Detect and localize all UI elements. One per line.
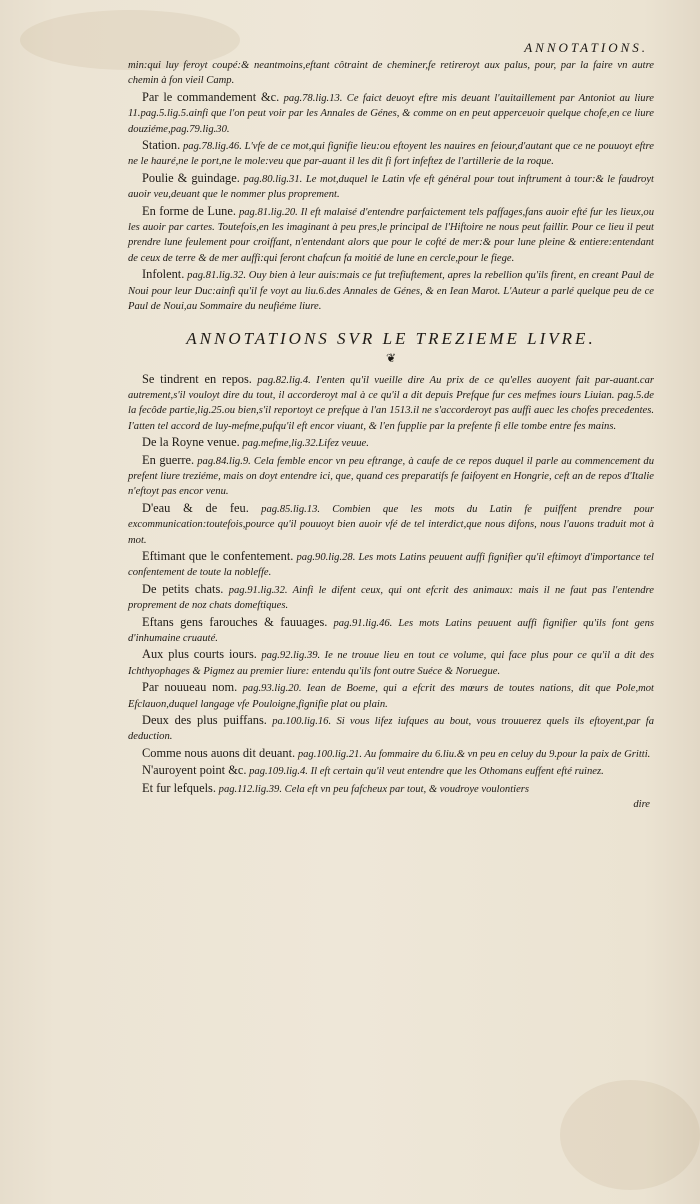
entry-note: pag.112.lig.39. Cela eft vn peu fafcheux par tout, & voudroye voulontiers bbox=[218, 783, 530, 795]
entry-lemma: Et fur lefquels. bbox=[142, 780, 216, 795]
entry-lemma: Infolent. bbox=[142, 267, 185, 282]
annotation-entry bbox=[128, 171, 654, 203]
entry-note: pag.90.lig.28. Les mots Latins peuuent auffi fignifier qu'il eftimoyt d'importance tel confentement de toute la nobleffe. bbox=[128, 551, 654, 579]
annotation-entry bbox=[128, 549, 654, 581]
annotation-entry bbox=[128, 713, 654, 745]
annotation-entry bbox=[128, 267, 654, 314]
entry-lemma: En guerre. bbox=[142, 452, 195, 467]
fleuron-ornament: ❦ bbox=[385, 350, 397, 365]
entry-lemma: Se tindrent en repos. bbox=[142, 371, 252, 386]
annotations-after bbox=[128, 372, 654, 798]
entry-note: pag.91.lig.32. Ainfi le difent ceux, qui ont efcrit des animaux: mais il ne faut pas l'entendre proprement de noz chats domeftiques. bbox=[128, 584, 654, 612]
annotation-entry bbox=[128, 615, 654, 647]
entry-lemma: Par le commandement &c. bbox=[142, 89, 280, 104]
entry-note: pag.80.lig.31. Le mot,duquel le Latin vfe eft général pour tout inftrument à tour:& le faudroyt auoir veu,deuant que le nommer plus proprement. bbox=[128, 173, 655, 201]
entry-note: pag.81.lig.32. Ouy bien à leur auis:mais ce fut trefiuftement, apres la rebellion qu'ils firent, en creant Paul de Noui pour leur Duc:ainfi qu'il fe voyt au liu.6.des Annales de Génes, & en Iean Marot. L'Auteur a parlé quelque peu de ce Paul de Noui,au Sommaire du neufiéme liure. bbox=[128, 270, 654, 313]
annotations-before bbox=[128, 90, 654, 315]
entry-note: pag.78.lig.46. L'vfe de ce mot,qui fignifie lieu:ou eftoyent les nauires en feiour,d'autant que ce ne pouuoyt eftre ne le hauré,ne le port,ne le mole:veu que par-auant il les dit fi fort infeftez de l'artillerie de la roque. bbox=[128, 141, 654, 168]
entry-note: pag.93.lig.20. Iean de Boeme, qui a efcrit des mœurs de toutes nations, dit que Pole,mot Efclauon,duquel langage vfe Pouloigne,fignifie plat ou plain. bbox=[128, 683, 654, 710]
page-stain bbox=[560, 1080, 700, 1190]
entry-lemma: Eftimant que le confentement. bbox=[142, 548, 294, 563]
annotation-entry bbox=[128, 372, 654, 435]
annotation-entry bbox=[128, 90, 654, 137]
entry-lemma: De petits chats. bbox=[142, 581, 224, 596]
annotation-entry bbox=[128, 138, 654, 170]
annotation-entry bbox=[128, 582, 654, 614]
entry-note: pag.92.lig.39. Ie ne trouue lieu en tout ce volume, qui face plus pour ce qu'il a dit des Ichthyophages & Pigmez au premier liure: entendu qu'ils font outre Suéce & Noruegue. bbox=[128, 650, 654, 677]
entry-lemma: Par nouueau nom. bbox=[142, 680, 238, 695]
entry-lemma: Deux des plus puiffans. bbox=[142, 713, 267, 728]
annotation-entry bbox=[128, 763, 654, 779]
entry-lemma: De la Royne venue. bbox=[142, 435, 240, 450]
entry-lemma: D'eau & de feu. bbox=[142, 500, 249, 515]
text-block bbox=[128, 40, 654, 810]
entry-note: pag.100.lig.21. Au fommaire du 6.liu.& vn peu en celuy du 9.pour la paix de Gritti. bbox=[297, 748, 651, 760]
section-title: ANNOTATIONS SVR LE TREZIEME LIVRE. bbox=[186, 328, 596, 348]
entry-lemma: N'auroyent point &c. bbox=[142, 763, 247, 778]
entry-lemma: Aux plus courts iours. bbox=[142, 647, 257, 662]
entry-note: pag.84.lig.9. Cela femble encor vn peu eftrange, à caufe de ce repos duquel il parle au commencement du prefent liure treziéme, mais on doyt entendre ici, que, quand ces preparatifs fe faifoyent en Hongrie, ceft an de repos d'Italie n'eftoyt pas encor venu. bbox=[128, 455, 654, 498]
entry-lemma: En forme de Lune. bbox=[142, 203, 236, 218]
entry-lemma: Poulie & guindage. bbox=[142, 170, 240, 185]
annotation-entry bbox=[128, 501, 654, 548]
continuation-text: min:qui luy feroyt coupé:& neantmoins,eftant côtraint de cheminer,fe retireroyt aux palus, pour, par la faire vn autre chemin à fon vieil Camp. bbox=[128, 60, 654, 87]
annotation-entry bbox=[128, 204, 654, 267]
entry-note: pag.mefme,lig.32.Lifez veuue. bbox=[242, 438, 369, 450]
entry-lemma: Station. bbox=[142, 138, 181, 153]
annotation-entry bbox=[128, 781, 654, 797]
entry-note: pag.82.lig.4. I'enten qu'il vueille dire Au prix de ce qu'elles auoyent fait par-auant.car autrement,s'il vouloyt dire du tout, il accorderoyt mal à ce qu'il a dit depuis Prefque fur ces mefmes iours Liuian. pag.5.de la fecôde partie,lig.25.ou bien,s'il reportoyt ce prefque à l'an 1513.il ne s'accorderoyt pas auffi auec les chofes precedentes. I'atten tel accord de luy-mefme,pufqu'il eft encor viuant, & l'en fupplie par la prefente fi elle tombe entre fes mains. bbox=[128, 374, 654, 432]
entry-note: pag.81.lig.20. Il eft malaisé d'entendre parfaictement tels paffages,fans auoir efté fur les lieux,ou les auoir par cartes. Toutefois,en les imaginant à peu pres,le principal de l'Hiftoire ne nous peut faillir. Pour ce lieu il peut prendre lune feulement pour croiffant, n'entendant alors que pour le cofté de mer:& pour lune pleine & entiere:entendant de ceux de terre & de mer auffi:qui feront chafcun fa moitié de lune en cercle,pour le fiege. bbox=[128, 206, 654, 264]
entry-note: pag.109.lig.4. Il eft certain qu'il veut entendre que les Othomans euffent efté ruinez. bbox=[249, 766, 604, 778]
annotation-entry bbox=[128, 453, 654, 500]
running-head: ANNOTATIONS. bbox=[524, 40, 648, 55]
entry-note: pag.91.lig.46. Les mots Latins peuuent auffi fignifier qu'ils font gens d'inhumaine cruauté. bbox=[128, 617, 655, 644]
annotation-entry bbox=[128, 746, 654, 762]
annotation-entry bbox=[128, 647, 654, 679]
entry-note: pa.100.lig.16. Si vous lifez iufques au bout, vous trouuerez quels ils eftoyent,par fa deduction. bbox=[128, 716, 655, 743]
annotation-entry bbox=[128, 435, 654, 451]
annotation-entry bbox=[128, 680, 654, 712]
entry-lemma: Comme nous auons dit deuant. bbox=[142, 745, 296, 760]
entry-lemma: Eftans gens farouches & fauuages. bbox=[142, 614, 328, 629]
catchword: dire bbox=[633, 799, 650, 811]
entry-note: pag.78.lig.13. Ce faict deuoyt eftre mis deuant l'auitaillement par Antoniot au liure 11.pag.5.lig.5.ainfi que l'on peut voir par les Annales de Génes, & comme on en peut apperceuoir quelque chofe,en ce liure douziéme,pag.79.lig.30. bbox=[128, 92, 655, 135]
entry-note: pag.85.lig.13. Combien que les mots du Latin fe puiffent prendre pour excommunication:toutefois,pource qu'il pouuoyt bien auoir vfé de tel interdict,que nous difons, nous l'auons traduit mot à mot. bbox=[128, 503, 654, 546]
